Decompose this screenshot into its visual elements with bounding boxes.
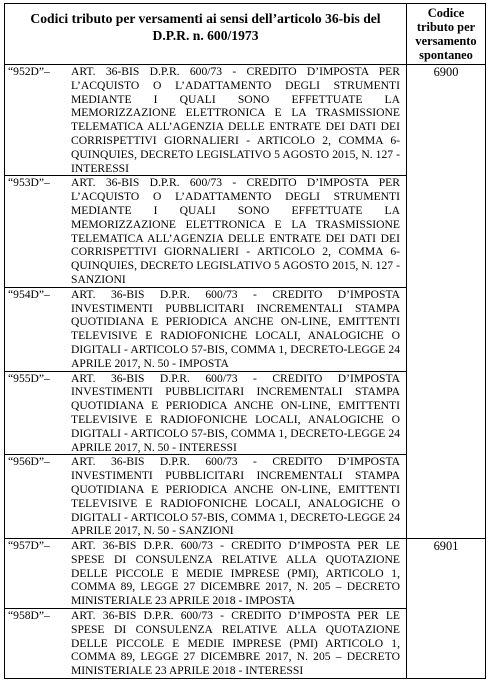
row-cell-954d — [5, 287, 407, 371]
tax-code-description: ART. 36-BIS D.P.R. 600/73 - CREDITO D’IMPOSTA PER LE SPESE DI CONSULENZA RELATIVE ALLA QUOTAZIONE DELLE PICCOLE E MEDIE IMPRESE (PMI), ARTICOLO 1, COMMA 89, LEGGE 27 DICEMBRE 2017, N. 205 – DECRETO MINISTERIALE 23 APRILE 2018 - IMPOSTA — [71, 539, 400, 608]
header-side-text: Codice tributo per versamento spontaneo — [415, 6, 477, 62]
row-cell-953d — [5, 176, 407, 287]
tax-code: “953D”– — [8, 176, 50, 190]
row-cell-957d — [5, 539, 407, 609]
tax-code-description: ART. 36-BIS D.P.R. 600/73 - CREDITO D’IMPOSTA PER L’ACQUISTO O L’ADATTAMENTO DEGLI STRUMENTI MEDIANTE I QUALI SONO EFFETTUATE LA MEMORIZZAZIONE ELETTRONICA E LA TRASMISSIONE TELEMATICA ALL’AGENZIA DELLE ENTRATE DEI DATI DEI CORRISPETTIVI GIORNALIERI - ARTICOLO 2, COMMA 6-QUINQUIES, DECRETO LEGISLATIVO 5 AGOSTO 2015, N. 127 - INTERESSI — [71, 65, 400, 175]
spontaneous-code: 6901 — [433, 539, 459, 554]
table-header-row — [5, 4, 486, 65]
tax-code: “955D”– — [8, 371, 50, 385]
tax-code-description: ART. 36-BIS D.P.R. 600/73 - CREDITO D’IMPOSTA INVESTIMENTI PUBBLICITARI INCREMENTALI STAMPA QUOTIDIANA E PERIODICA ANCHE ON-LINE, EMITTENTI TELEVISIVE E RADIOFONICHE LOCALI, ANALOGICHE O DIGITALI - ARTICOLO 57-BIS, COMMA 1, DECRETO-LEGGE 24 APRILE 2017, N. 50 - IMPOSTA — [71, 287, 400, 370]
tax-code: “954D”– — [8, 287, 50, 301]
tax-code-description: ART. 36-BIS D.P.R. 600/73 - CREDITO D’IMPOSTA INVESTIMENTI PUBBLICITARI INCREMENTALI STAMPA QUOTIDIANA E PERIODICA ANCHE ON-LINE, EMITTENTI TELEVISIVE E RADIOFONICHE LOCALI, ANALOGICHE O DIGITALI - ARTICOLO 57-BIS, COMMA 1, DECRETO-LEGGE 24 APRILE 2017, N. 50 - INTERESSI — [71, 371, 400, 454]
row-cell-956d — [5, 455, 407, 539]
tax-code: “952D”– — [8, 65, 50, 78]
tax-code-description: ART. 36-BIS D.P.R. 600/73 - CREDITO D’IMPOSTA PER LE SPESE DI CONSULENZA RELATIVE ALLA QUOTAZIONE DELLE PICCOLE E MEDIE IMPRESE (PMI) ARTICOLO 1, COMMA 89, LEGGE 27 DICEMBRE 2017, N. 205 – DECRETO MINISTERIALE 23 APRILE 2018 - INTERESSI — [71, 609, 400, 678]
tax-code-description: ART. 36-BIS D.P.R. 600/73 - CREDITO D’IMPOSTA PER L’ACQUISTO O L’ADATTAMENTO DEGLI STRUMENTI MEDIANTE I QUALI SONO EFFETTUATE LA MEMORIZZAZIONE ELETTRONICA E LA TRASMISSIONE TELEMATICA ALL’AGENZIA DELLE ENTRATE DEI DATI DEI CORRISPETTIVI GIORNALIERI - ARTICOLO 2, COMMA 6-QUINQUIES, DECRETO LEGISLATIVO 5 AGOSTO 2015, N. 127 - SANZIONI — [71, 176, 400, 286]
header-main-text: Codici tributo per versamenti ai sensi dell’articolo 36-bis del D.P.R. n. 600/1973 — [30, 11, 381, 43]
table-row — [5, 539, 486, 609]
row-cell-955d — [5, 371, 407, 455]
header-codes-article-36bis — [5, 4, 407, 65]
row-cell-958d — [5, 609, 407, 679]
spontaneous-code-cell-6901 — [407, 539, 486, 679]
tax-code: “957D”– — [8, 539, 50, 553]
spontaneous-code-cell-6900 — [407, 65, 486, 539]
table-row — [5, 65, 486, 176]
spontaneous-code: 6900 — [433, 65, 459, 79]
tax-code-description: ART. 36-BIS D.P.R. 600/73 - CREDITO D’IMPOSTA INVESTIMENTI PUBBLICITARI INCREMENTALI STAMPA QUOTIDIANA E PERIODICA ANCHE ON-LINE, EMITTENTI TELEVISIVE E RADIOFONICHE LOCALI, ANALOGICHE O DIGITALI - ARTICOLO 57-BIS, COMMA 1, DECRETO-LEGGE 24 APRILE 2017, N. 50 - SANZIONI — [71, 455, 400, 538]
row-cell-952d — [5, 65, 407, 176]
header-spontaneous-code — [407, 4, 486, 65]
tax-code: “956D”– — [8, 455, 50, 469]
tax-code: “958D”– — [8, 609, 50, 623]
tax-codes-table — [4, 3, 486, 679]
